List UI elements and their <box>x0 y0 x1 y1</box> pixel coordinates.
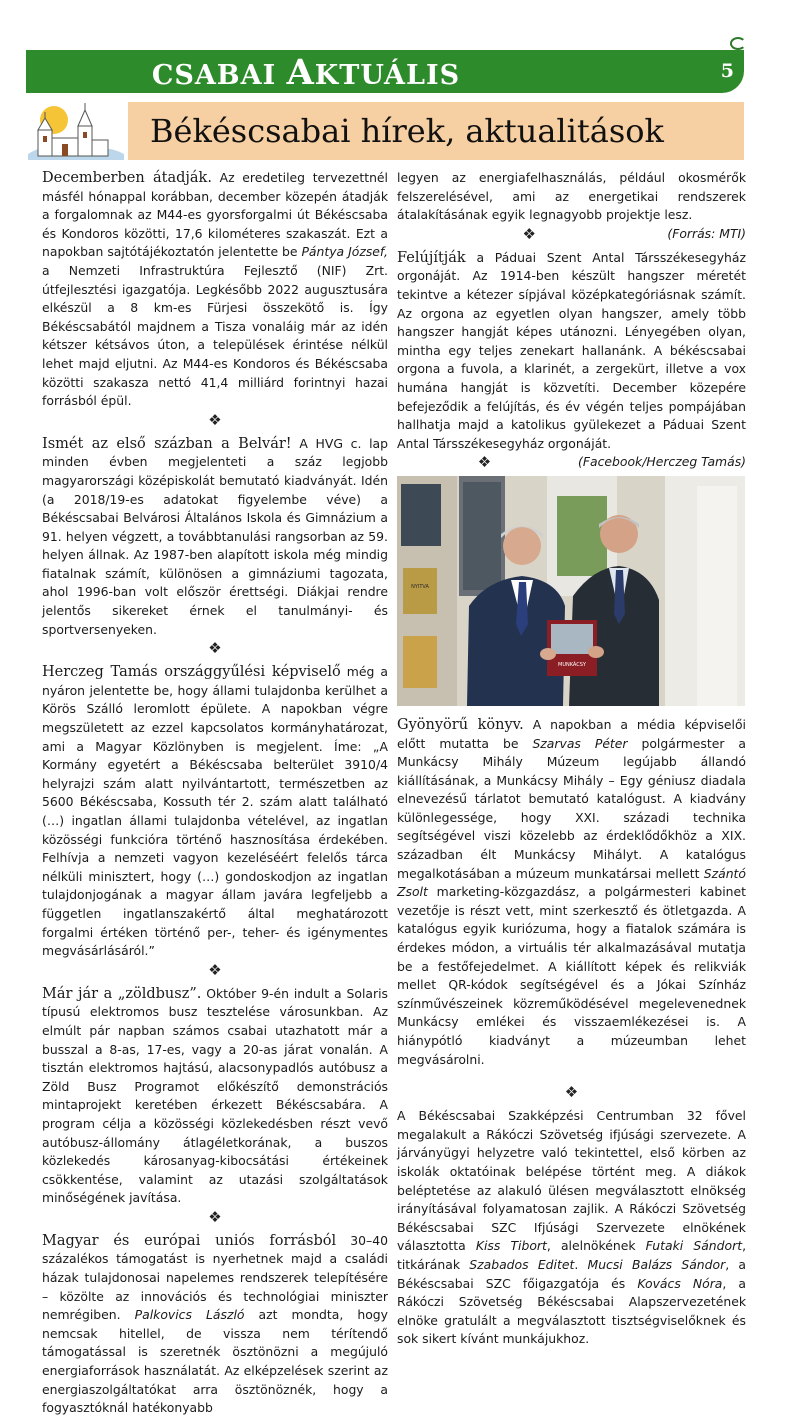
article-organ-renovation: Felújítják a Páduai Szent Antal Társszékesegyház orgonáját. Az 1914-ben készült hangszer méretét tekintve a kétezer sípjával középkategóriásnak számít. Az orgona az egyetlen olyan hangszer, amely több hangszer hangját képes utánozni. Lényegében olyan, mintha egy teljes zenekart hallanánk. A békéscsabai orgona a fuvola, a klarinét, a zergekürt, illetve a vox humána hangját is közvetíti. December közepére befejeződik a felújítás, és év végén teljes pompájában hallhatja majd a katolikus gyülekezet a Páduai Szent Antal Társszékesegyház orgonáját. (Facebook/Herczeg Tamás) <box>397 249 746 454</box>
door-sign-text: NYITVA <box>411 583 429 590</box>
church-logo-icon <box>20 96 130 168</box>
article-lead: Decemberben átadják. <box>42 170 212 186</box>
article-solar-subsidy: Magyar és európai uniós forrásból 30–40 százalékos támogatást is nyerhetnek majd a családi házak tulajdonosai napelemes rendszerek telepítésére – közölte az innovációs és technológiai miniszter nemrégiben. Palkovics László azt mondta, hogy nemcsak hitellel, de vissza nem térítendő támogatással is szeretnék ösztönözni a megújuló energiaforrások használatát. Az elképzelések szerint az energiaszolgáltatókat arra ösztönöznék, hogy a fogyasztóknál hatékonyabb <box>42 1232 389 1416</box>
left-column <box>42 169 388 1418</box>
right-column <box>397 169 746 1349</box>
page-number: 5 <box>720 60 734 82</box>
article-road-opening: Decemberben átadják. Az eredetileg tervezettnél másfél hónappal korábban, december közepén átadják a forgalomnak az M44-es gyorsforgalmi út Békéscsaba és Kondoros közötti, 17,6 kilométeres szakaszát. Ezt a napokban sajtótájékoztatón jelentette be Pántya József, a Nemzeti Infrastruktúra Fejlesztő (NIF) Zrt. útfejlesztési igazgatója. Legkésőbb 2022 augusztusára elkészül a 8 km-es Fürjesi összekötő is. Így Békéscsabától majdnem a Tisza vonaláig már az idén kétszer kétsávos úton, a települések érintése nélkül lehet majd eljutni. Az M44-es Kondoros és Békéscsaba közötti szakasza nettó 41,4 milliárd forintnyi hazai forrásból épül. <box>42 170 388 409</box>
article-munkacsy-catalogue: Gyönyörű könyv. A napokban a média képviselői előtt mutatta be Szarvas Péter polgármester a Munkácsy Mihály Múzeum legújabb állandó kiállításának, a Munkácsy Mihály – Egy géniusz diadala elnevezésű tárlatot bemutató katalógust. A kiadvány különlegessége, hogy XXI. századi technika segítségével viszi közelebb az érdeklődőkhöz a XIX. században élt Munkácsy Mihályt. A katalógus megalkotásában a múzeum munkatársai mellett Szántó Zsolt marketing-közgazdász, a polgármesteri kabinet vezetője is részt vett, mint szerkesztő és ötletgazda. A katalógus egyik kuriózuma, hogy a fiatalok számára is érdekes módon, a virtuális tér alkalmazásával mutatja be a festőfejedelmet. A kiállított képek és relikviák mellet QR-kódok segítségével és a Jókai Színház színművészeinek közreműködésével megelevenednek Munkácsy emlékei és visszaemlékezései is. A hiánypótló kiadványt a múzeumban lehet megvásárolni. <box>397 716 746 1067</box>
article-solar-subsidy-continued: legyen az energiafelhasználás, például okosmérők felszerelésével, ami az energetikai rendszerek átalakításának egyik legnagyobb projektje lesz. (Forrás: MTI) <box>397 169 746 225</box>
article-divider: ❖ <box>208 960 222 979</box>
article-divider: ❖ <box>477 453 492 472</box>
article-belvar-school: Ismét az első százban a Belvár! A HVG c. lap minden évben megjelenteti a száz legjobb magyarországi középiskolát bemutató kiadványát. Idén (a 2018/19-es adatokat figyelembe véve) a Békéscsabai Belvárosi Általános Iskola és Gimnázium a 91. helyen végzett, a továbbtanulási rangsorban az 59. helyen állnak. Az 1987-ben alapított iskola még mindig fiatalnak számít, különösen a gimnáziumi tagozata, ahol 1996-ban volt először érettségi. Diákjai rendre jelentős sikereket érnek el tanulmányi- és sportversenyeken. <box>42 435 388 637</box>
source-credit: (Forrás: MTI) <box>667 225 746 241</box>
article-divider: ❖ <box>208 410 222 429</box>
photo-two-men-with-book <box>397 476 745 706</box>
swirl-ornament-icon <box>730 37 746 50</box>
section-title: Békéscsabai hírek, aktualitások <box>150 112 664 150</box>
masthead-banner <box>26 50 744 93</box>
article-divider: ❖ <box>208 1207 222 1226</box>
article-lead: Gyönyörű könyv. <box>397 716 524 733</box>
article-lead: Magyar és európai uniós forrásból <box>42 1232 337 1249</box>
article-green-bus: Már jár a „zöldbusz”. Október 9-én indult a Solaris típusú elektromos busz tesztelése városunkban. Az elmúlt pár napban számos csabai utazhatott már a busszal a 8-as, 17-es, vagy a 20-as járat vonalán. A tisztán elektromos hajtású, alacsonypadlós autóbusz a Zöld Busz Programot előkészítő demonstrációs mintaprojekt keretében érkezett Békéscsabára. A program célja a közösségi közlekedésben részt vevő autóbusz-állomány átlagéletkorának, a buszos közlekedés károsanyag-kibocsátási értékeinek csökkentése, valamint az utazási szolgáltatások minőségének javítása. <box>42 985 388 1206</box>
article-koros-hotel: Herczeg Tamás országgyűlési képviselő még a nyáron jelentette be, hogy állami tulajdonba kerülhet a Körös Szálló leromlott épülete. A napokban végre megszületett az ezzel kapcsolatos kormányhatározat, ami a Magyar Közlönyben is megjelent. Íme: „A Kormány egyetért a Békéscsaba belterület 3910/4 helyrajzi szám alatt nyilvántartott, természetben az 5600 Békéscsaba, Kossuth tér 2. szám alatt található (…) ingatlan állami tulajdonba vételével, az ingatlan közösségi funkcióra történő hasznosítása érdekében. Felhívja a nemzeti vagyon kezeléséért felelős tárca nélküli minisztert, hogy (…) gondoskodjon az ingatlan tulajdonjogának a magyar állam javára legfeljebb a független ingatlanszakértő által meghatározott forgalmi értéken történő per-, teher- és igénymentes megvásárlásáról.” <box>42 664 389 959</box>
article-divider: ❖ <box>564 1083 579 1102</box>
article-rakoczi-association: A Békéscsabai Szakképzési Centrumban 32 fővel megalakult a Rákóczi Szövetség ifjúsági szervezete. A járványügyi helyzetre való tekintettel, első körben az iskolák oktatóinak belépése történt meg. A diákok beléptetése az alakuló ülésen megválasztott elnökség irányításával folyamatosan zajlik. A Rákóczi Szövetség Békéscsabai SZC Ifjúsági Szervezete elnökének választotta Kiss Tibort, alelnökének Futaki Sándort, titkárának Szabados Editet. Mucsi Balázs Sándor, a Békéscsabai SZC főigazgatója és Kovács Nóra, a Rákóczi Szövetség Békéscsabai Alapszervezetének elnöke gratulált a megválasztott tisztségviselőknek és sok sikert kívánt munkájukhoz. <box>397 1108 747 1347</box>
article-lead: Ismét az első százban a Belvár! <box>42 435 292 452</box>
article-lead: Már jár a „zöldbusz”. <box>42 985 202 1002</box>
article-lead: Herczeg Tamás országgyűlési képviselő <box>42 664 341 681</box>
article-divider: ❖ <box>208 639 222 658</box>
article-divider: ❖ <box>522 224 536 243</box>
book-cover-text: MUNKÁCSY <box>558 661 586 668</box>
article-lead: Felújítják <box>397 249 466 266</box>
source-credit: (Facebook/Herczeg Tamás) <box>578 454 746 470</box>
masthead-title: CSABAI AKTUÁLIS <box>151 52 461 93</box>
